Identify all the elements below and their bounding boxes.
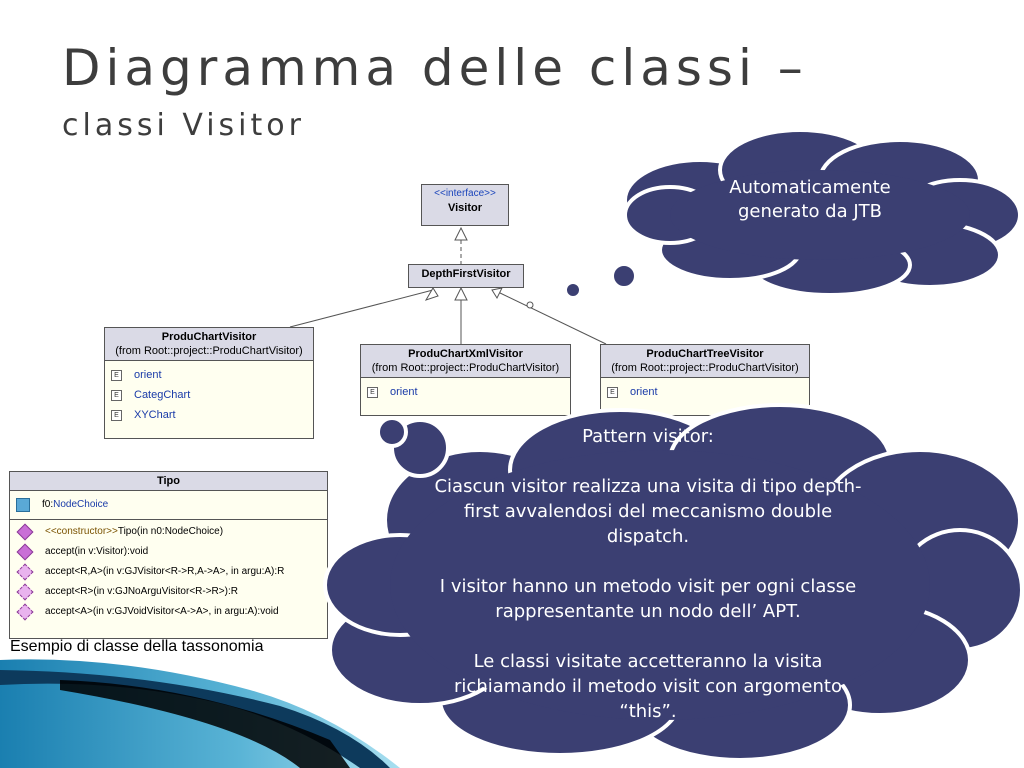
class-package: (from Root::project::ProduChartVisitor) <box>115 345 303 357</box>
big-cloud-text <box>430 424 866 724</box>
big-cloud-paragraph-3: Le classi visitate accetteranno la visita richiamando il metodo visit con argomento “this”. <box>454 651 842 722</box>
class-name: ProduChartXmlVisitor <box>408 348 523 360</box>
field-row: f0 : NodeChoice <box>16 495 321 515</box>
method-row: accept(in v:Visitor):void <box>16 542 321 562</box>
slide-title: Diagramma delle classi – <box>62 39 808 97</box>
enum-icon: E <box>111 410 122 421</box>
attribute-row: E orient <box>111 365 307 385</box>
enum-icon: E <box>111 390 122 401</box>
class-package: (from Root::project::ProduChartVisitor) <box>371 362 560 374</box>
method-row: accept<A>(in v:GJVoidVisitor<A->A>, in argu:A):void <box>16 602 321 622</box>
small-cloud-line-2: generato da JTB <box>737 201 883 222</box>
attribute-row: E orient <box>367 382 564 402</box>
small-cloud-line-1: Automaticamente <box>729 177 891 198</box>
small-cloud-text <box>690 176 930 224</box>
class-name: ProduChartTreeVisitor <box>646 348 764 360</box>
big-cloud-paragraph-2: I visitor hanno un metodo visit per ogni classe rappresentante un nodo dell’ APT. <box>439 576 857 622</box>
class-name: ProduChartVisitor <box>161 331 257 343</box>
method-row: <<constructor>> Tipo(in n0:NodeChoice) <box>16 522 321 542</box>
attribute-row: E XYChart <box>111 405 307 425</box>
enum-icon: E <box>111 370 122 381</box>
enum-icon: E <box>367 387 378 398</box>
method-row: accept<R,A>(in v:GJVisitor<R->R,A->A>, in argu:A):R <box>16 562 321 582</box>
class-package: (from Root::project::ProduChartVisitor) <box>611 362 799 374</box>
method-row: accept<R>(in v:GJNoArguVisitor<R->R>):R <box>16 582 321 602</box>
attribute-row: E CategChart <box>111 385 307 405</box>
slide-subtitle: classi Visitor <box>62 108 305 143</box>
enum-icon: E <box>607 387 618 398</box>
class-name: Tipo <box>156 475 180 487</box>
stereotype-label: <<interface>> <box>434 188 496 199</box>
class-name: DepthFirstVisitor <box>421 268 511 280</box>
class-name: Visitor <box>447 202 483 214</box>
attribute-row: E orient <box>607 382 803 402</box>
big-cloud-paragraph-1: Ciascun visitor realizza una visita di tipo depth-first avvalendosi del meccanismo double dispatch. <box>434 476 862 547</box>
figure-caption: Esempio di classe della tassonomia <box>10 638 264 655</box>
big-cloud-heading: Pattern visitor: <box>582 426 714 447</box>
